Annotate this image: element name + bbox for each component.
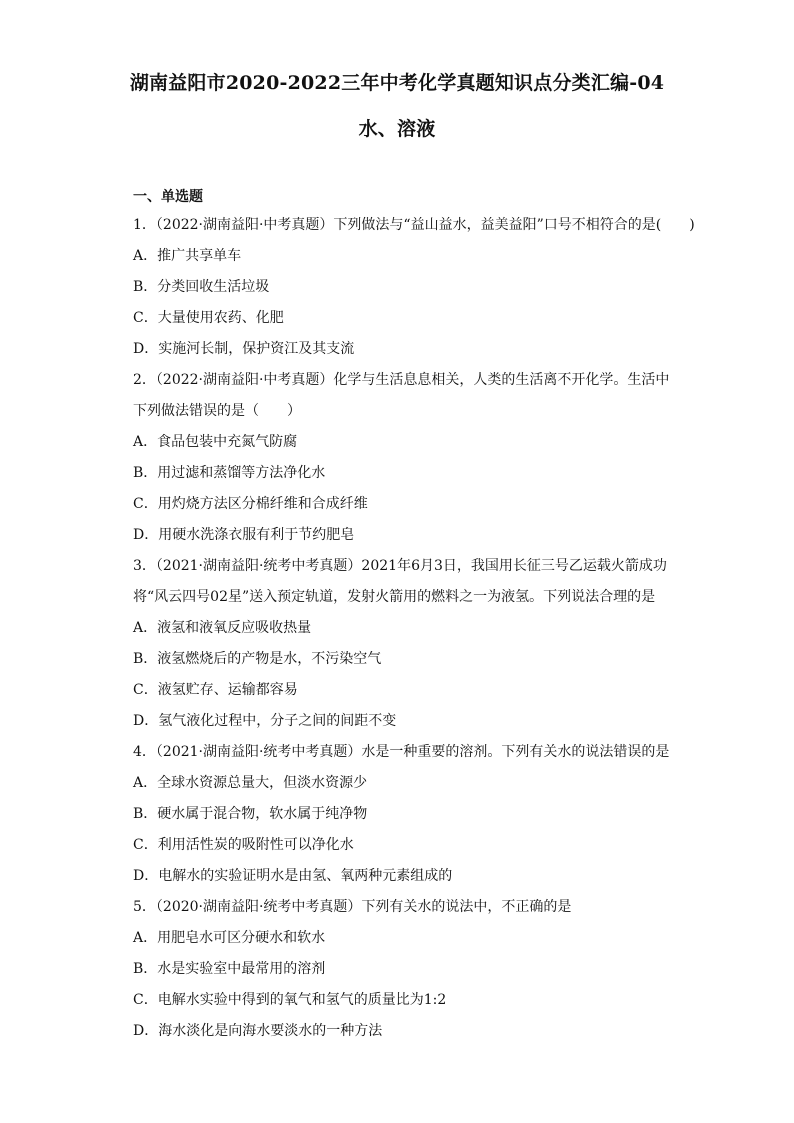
question-stem-continued: 下列做法错误的是（ ） [133,403,301,419]
option-a: A．用肥皂水可区分硬水和软水 [133,930,326,946]
question-stem: 4．（2021·湖南益阳·统考中考真题）水是一种重要的溶剂。下列有关水的说法错误的是 [133,744,670,760]
option-b: B．水是实验室中最常用的溶剂 [133,961,326,977]
question-3 [133,551,673,737]
option-a: A．食品包装中充氮气防腐 [133,434,298,450]
option-d: D．氢气液化过程中，分子之间的间距不变 [133,713,397,729]
question-stem: 1．（2022·湖南益阳·中考真题）下列做法与“益山益水，益美益阳”口号不相符合的是( ) [133,217,695,233]
question-4 [133,737,673,892]
question-stem: 5．（2020·湖南益阳·统考中考真题）下列有关水的说法中，不正确的是 [133,899,572,915]
option-c: C．电解水实验中得到的氧气和氢气的质量比为1:2 [133,992,447,1008]
option-d: D．电解水的实验证明水是由氢、氧两种元素组成的 [133,868,453,884]
option-b: B．液氢燃烧后的产物是水，不污染空气 [133,651,382,667]
option-a: A．液氢和液氧反应吸收热量 [133,620,312,636]
option-c: C．大量使用农药、化肥 [133,310,284,326]
document-title-line-1: 湖南益阳市2020-2022三年中考化学真题知识点分类汇编-04 [129,72,665,94]
question-list [133,210,695,1047]
option-d: D．用硬水洗涤衣服有利于节约肥皂 [133,527,355,543]
question-stem-continued: 将“风云四号02星”送入预定轨道，发射火箭用的燃料之一为液氢。下列说法合理的是 [133,589,656,605]
option-c: C．液氢贮存、运输都容易 [133,682,298,698]
question-stem: 3．（2021·湖南益阳·统考中考真题）2021年6月3日，我国用长征三号乙运载火箭成功 [133,558,667,574]
option-c: C．用灼烧方法区分棉纤维和合成纤维 [133,496,368,512]
question-2 [133,365,673,551]
option-d: D．海水淡化是向海水要淡水的一种方法 [133,1023,383,1039]
option-a: A．推广共享单车 [133,248,242,264]
option-c: C．利用活性炭的吸附性可以净化水 [133,837,354,853]
option-b: B．分类回收生活垃圾 [133,279,270,295]
question-stem: 2．（2022·湖南益阳·中考真题）化学与生活息息相关，人类的生活离不开化学。生活中 [133,372,670,388]
document-title-line-2: 水、溶液 [358,118,436,140]
option-d: D．实施河长制，保护资江及其支流 [133,341,355,357]
question-5 [133,892,673,1047]
option-a: A．全球水资源总量大，但淡水资源少 [133,775,368,791]
option-b: B．用过滤和蒸馏等方法净化水 [133,465,326,481]
section-heading: 一、单选题 [133,189,203,205]
option-b: B．硬水属于混合物，软水属于纯净物 [133,806,368,822]
question-1 [133,210,695,365]
